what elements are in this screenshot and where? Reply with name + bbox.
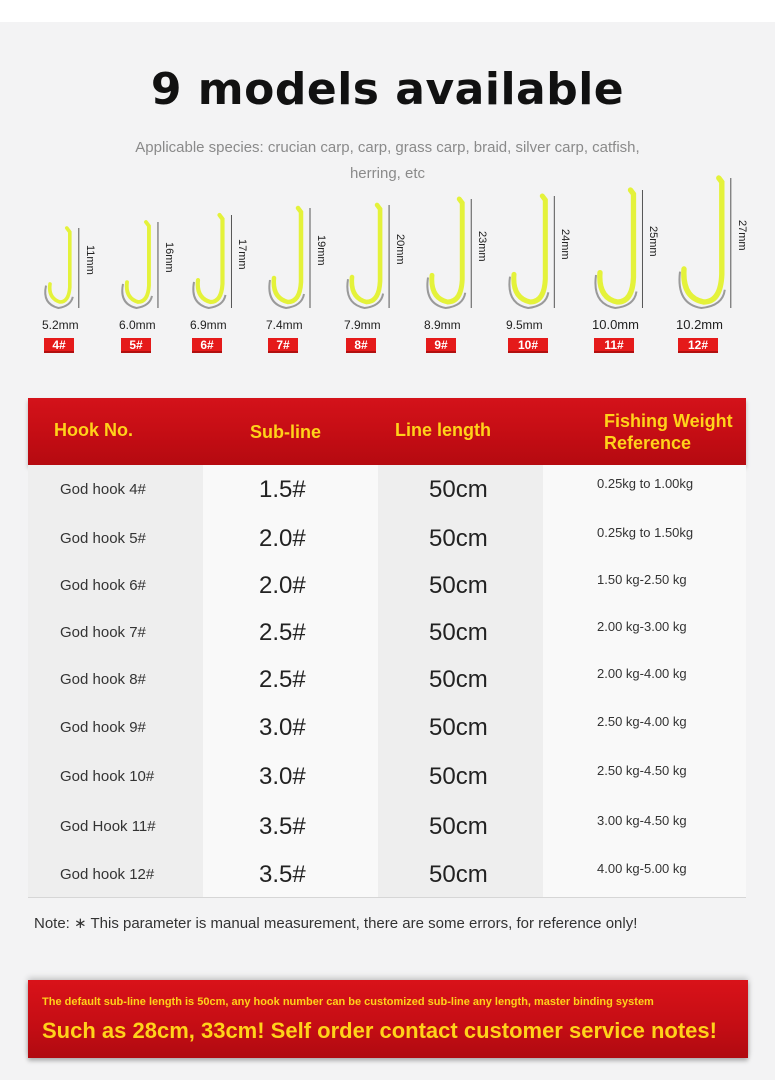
hook-size-label: 6.9mm	[190, 318, 227, 332]
hook-number-badge: 9#	[426, 338, 456, 353]
hook-length-label: 19mm	[315, 235, 327, 266]
hook-name: God hook 8#	[60, 671, 146, 688]
fish-hook-icon	[38, 200, 108, 320]
line-length-value: 50cm	[429, 571, 488, 599]
header-sub-line: Sub-line	[250, 422, 321, 442]
subline-cell	[203, 515, 378, 562]
weight-cell	[543, 562, 746, 609]
weight-cell	[543, 609, 746, 656]
subline-cell	[203, 852, 378, 897]
hook-length-label: 11mm	[83, 245, 96, 275]
hook-length-label: 27mm	[735, 220, 748, 251]
hook-number-badge: 4#	[44, 338, 74, 353]
weight-cell	[543, 752, 746, 802]
hook-cell	[28, 752, 203, 802]
hook-name: God hook 4#	[60, 481, 146, 498]
hook-name: God hook 9#	[60, 719, 146, 736]
hook-model-11	[588, 200, 658, 365]
subline-cell	[203, 465, 378, 515]
banner-default-length-text: The default sub-line length is 50cm, any hook number can be customized sub-line any length, master binding system	[42, 996, 654, 1008]
fish-hook-icon	[588, 200, 658, 320]
hook-number-badge: 11#	[594, 338, 634, 353]
line-length-value: 50cm	[429, 618, 488, 646]
hook-cell	[28, 465, 203, 515]
spec-table	[28, 398, 746, 888]
hook-size-label: 10.0mm	[592, 317, 639, 332]
subline-value: 2.5#	[259, 618, 306, 646]
subline-cell	[203, 704, 378, 752]
hook-length-label: 20mm	[394, 233, 407, 265]
hook-model-7	[262, 200, 332, 365]
table-row	[28, 752, 746, 803]
hook-name: God hook 7#	[60, 623, 146, 641]
subline-value: 3.0#	[259, 763, 306, 790]
line-length-cell	[378, 465, 543, 515]
subline-cell	[203, 609, 378, 656]
weight-value: 0.25kg to 1.00kg	[597, 476, 694, 491]
hook-model-6	[186, 200, 256, 365]
banner-custom-order-text: Such as 28cm, 33cm! Self order contact customer service notes!	[42, 1018, 717, 1043]
line-length-value: 50cm	[429, 524, 488, 552]
hook-size-label: 7.9mm	[344, 318, 381, 332]
weight-cell	[543, 704, 746, 752]
hook-cell	[28, 704, 203, 752]
page-title: 9 models available	[150, 64, 625, 115]
hook-name: God hook 10#	[60, 768, 155, 785]
table-row	[28, 656, 746, 705]
hook-name: God hook 6#	[60, 576, 146, 594]
hook-model-5	[115, 200, 185, 365]
header-line-length: Line length	[395, 420, 491, 440]
hook-length-label: 23mm	[476, 230, 489, 262]
weight-value: 2.50 kg-4.00 kg	[597, 714, 687, 729]
fish-hook-icon	[502, 200, 572, 320]
hook-name: God hook 5#	[60, 529, 146, 547]
table-row	[28, 704, 746, 753]
hook-number-badge: 12#	[678, 338, 718, 353]
hook-size-label: 10.2mm	[676, 317, 723, 332]
subline-value: 2.0#	[259, 571, 306, 599]
hook-cell	[28, 852, 203, 897]
hook-length-label: 17mm	[236, 238, 249, 270]
line-length-cell	[378, 802, 543, 852]
hook-number-badge: 7#	[268, 338, 298, 353]
subline-cell	[203, 562, 378, 609]
line-length-value: 50cm	[429, 666, 488, 693]
hook-number-badge: 10#	[508, 338, 548, 353]
line-length-cell	[378, 852, 543, 897]
hook-model-8	[340, 200, 410, 365]
weight-cell	[543, 802, 746, 852]
custom-order-banner	[28, 980, 748, 1058]
hook-length-label: 16mm	[162, 242, 175, 273]
hook-models-row	[0, 200, 775, 365]
weight-value: 1.50 kg-2.50 kg	[597, 571, 687, 587]
table-row	[28, 802, 746, 853]
line-length-cell	[378, 752, 543, 802]
hook-size-label: 6.0mm	[119, 318, 156, 332]
line-length-value: 50cm	[429, 813, 488, 840]
line-length-value: 50cm	[429, 860, 488, 888]
table-row	[28, 515, 746, 563]
header-fishing-weight: Fishing Weight Reference	[604, 411, 733, 453]
line-length-cell	[378, 704, 543, 752]
subline-cell	[203, 802, 378, 852]
hook-cell	[28, 562, 203, 609]
subline-value: 2.0#	[259, 524, 306, 552]
weight-value: 3.00 kg-4.50 kg	[597, 813, 687, 828]
weight-value: 4.00 kg-5.00 kg	[597, 860, 687, 876]
hook-model-4	[38, 200, 108, 365]
weight-cell	[543, 656, 746, 704]
hook-cell	[28, 656, 203, 704]
hook-number-badge: 5#	[121, 338, 151, 353]
header-hook-no: Hook No.	[54, 420, 133, 440]
line-length-cell	[378, 562, 543, 609]
subline-value: 2.5#	[259, 666, 306, 693]
table-header	[28, 398, 746, 465]
weight-cell	[543, 515, 746, 562]
hook-length-label: 24mm	[559, 229, 572, 260]
hook-name: God Hook 11#	[60, 818, 156, 835]
hook-cell	[28, 609, 203, 656]
subline-cell	[203, 752, 378, 802]
subline-cell	[203, 656, 378, 704]
applicable-species: Applicable species: crucian carp, carp, grass carp, braid, silver carp, catfish, herring, etc	[135, 139, 640, 182]
hook-number-badge: 8#	[346, 338, 376, 353]
hook-size-label: 5.2mm	[42, 318, 79, 332]
subline-value: 3.0#	[259, 714, 306, 741]
fish-hook-icon	[672, 200, 742, 320]
hook-name: God hook 12#	[60, 865, 155, 883]
line-length-value: 50cm	[429, 714, 488, 741]
weight-value: 2.50 kg-4.50 kg	[597, 763, 687, 778]
hook-cell	[28, 515, 203, 562]
weight-cell	[543, 852, 746, 897]
line-length-value: 50cm	[429, 476, 488, 503]
hook-size-label: 9.5mm	[506, 318, 543, 332]
table-row	[28, 465, 746, 516]
hook-length-label: 25mm	[647, 226, 660, 257]
subline-value: 3.5#	[259, 860, 306, 888]
subline-value: 1.5#	[259, 476, 306, 503]
hook-model-10	[502, 200, 572, 365]
table-row	[28, 609, 746, 657]
hook-model-12	[672, 200, 748, 365]
subline-value: 3.5#	[259, 813, 306, 840]
hook-model-9	[420, 200, 490, 365]
line-length-cell	[378, 656, 543, 704]
hook-size-label: 8.9mm	[424, 318, 461, 332]
hook-number-badge: 6#	[192, 338, 222, 353]
hook-size-label: 7.4mm	[266, 318, 303, 332]
table-row	[28, 562, 746, 610]
line-length-value: 50cm	[429, 763, 488, 790]
table-row	[28, 852, 746, 898]
line-length-cell	[378, 609, 543, 656]
top-band	[0, 0, 775, 22]
weight-value: 2.00 kg-4.00 kg	[597, 666, 687, 681]
hook-cell	[28, 802, 203, 852]
weight-value: 2.00 kg-3.00 kg	[597, 618, 687, 634]
weight-value: 0.25kg to 1.50kg	[597, 524, 694, 540]
line-length-cell	[378, 515, 543, 562]
weight-cell	[543, 465, 746, 515]
measurement-note: Note: ∗ This parameter is manual measurement, there are some errors, for reference only!	[34, 915, 638, 932]
